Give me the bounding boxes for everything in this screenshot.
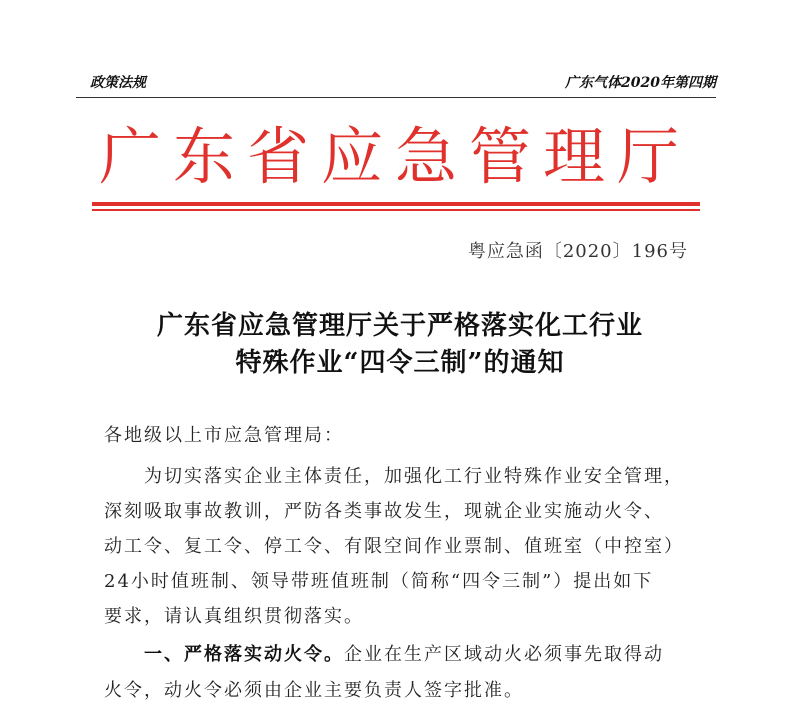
item-1-line xyxy=(144,640,664,666)
salutation: 各地级以上市应急管理局： xyxy=(104,425,344,446)
item-1-heading: 一、严格落实动火令。 xyxy=(144,644,344,665)
masthead: 广东省应急管理厅 xyxy=(98,120,691,193)
document-number: 粤应急函〔2020〕196号 xyxy=(467,241,688,262)
masthead-red-rule-thin xyxy=(92,209,700,211)
header-section-label: 政策法规 xyxy=(90,75,146,91)
document-title-line-2: 特殊作业“四令三制”的通知 xyxy=(235,348,565,378)
paragraph-line: 动工令、复工令、停工令、有限空间作业票制、值班室（中控室） xyxy=(104,536,684,557)
document-title-line-1: 广东省应急管理厅关于严格落实化工行业 xyxy=(156,311,643,341)
item-1-text: 企业在生产区域动火必须事先取得动 xyxy=(344,644,664,665)
paragraph-line: 为切实落实企业主体责任，加强化工行业特殊作业安全管理， xyxy=(144,466,684,487)
item-1-line-2: 火令，动火令必须由企业主要负责人签字批准。 xyxy=(104,680,524,701)
header-divider xyxy=(76,97,716,98)
paragraph-line: 24小时值班制、领导带班值班制（简称“四令三制”）提出如下 xyxy=(104,571,654,592)
paragraph-line: 深刻吸取事故教训，严防各类事故发生，现就企业实施动火令、 xyxy=(104,501,664,522)
masthead-red-rule-thick xyxy=(92,202,700,206)
paragraph-line: 要求，请认真组织贯彻落实。 xyxy=(104,606,364,627)
header-issue-label: 广东气体2020年第四期 xyxy=(565,75,716,91)
